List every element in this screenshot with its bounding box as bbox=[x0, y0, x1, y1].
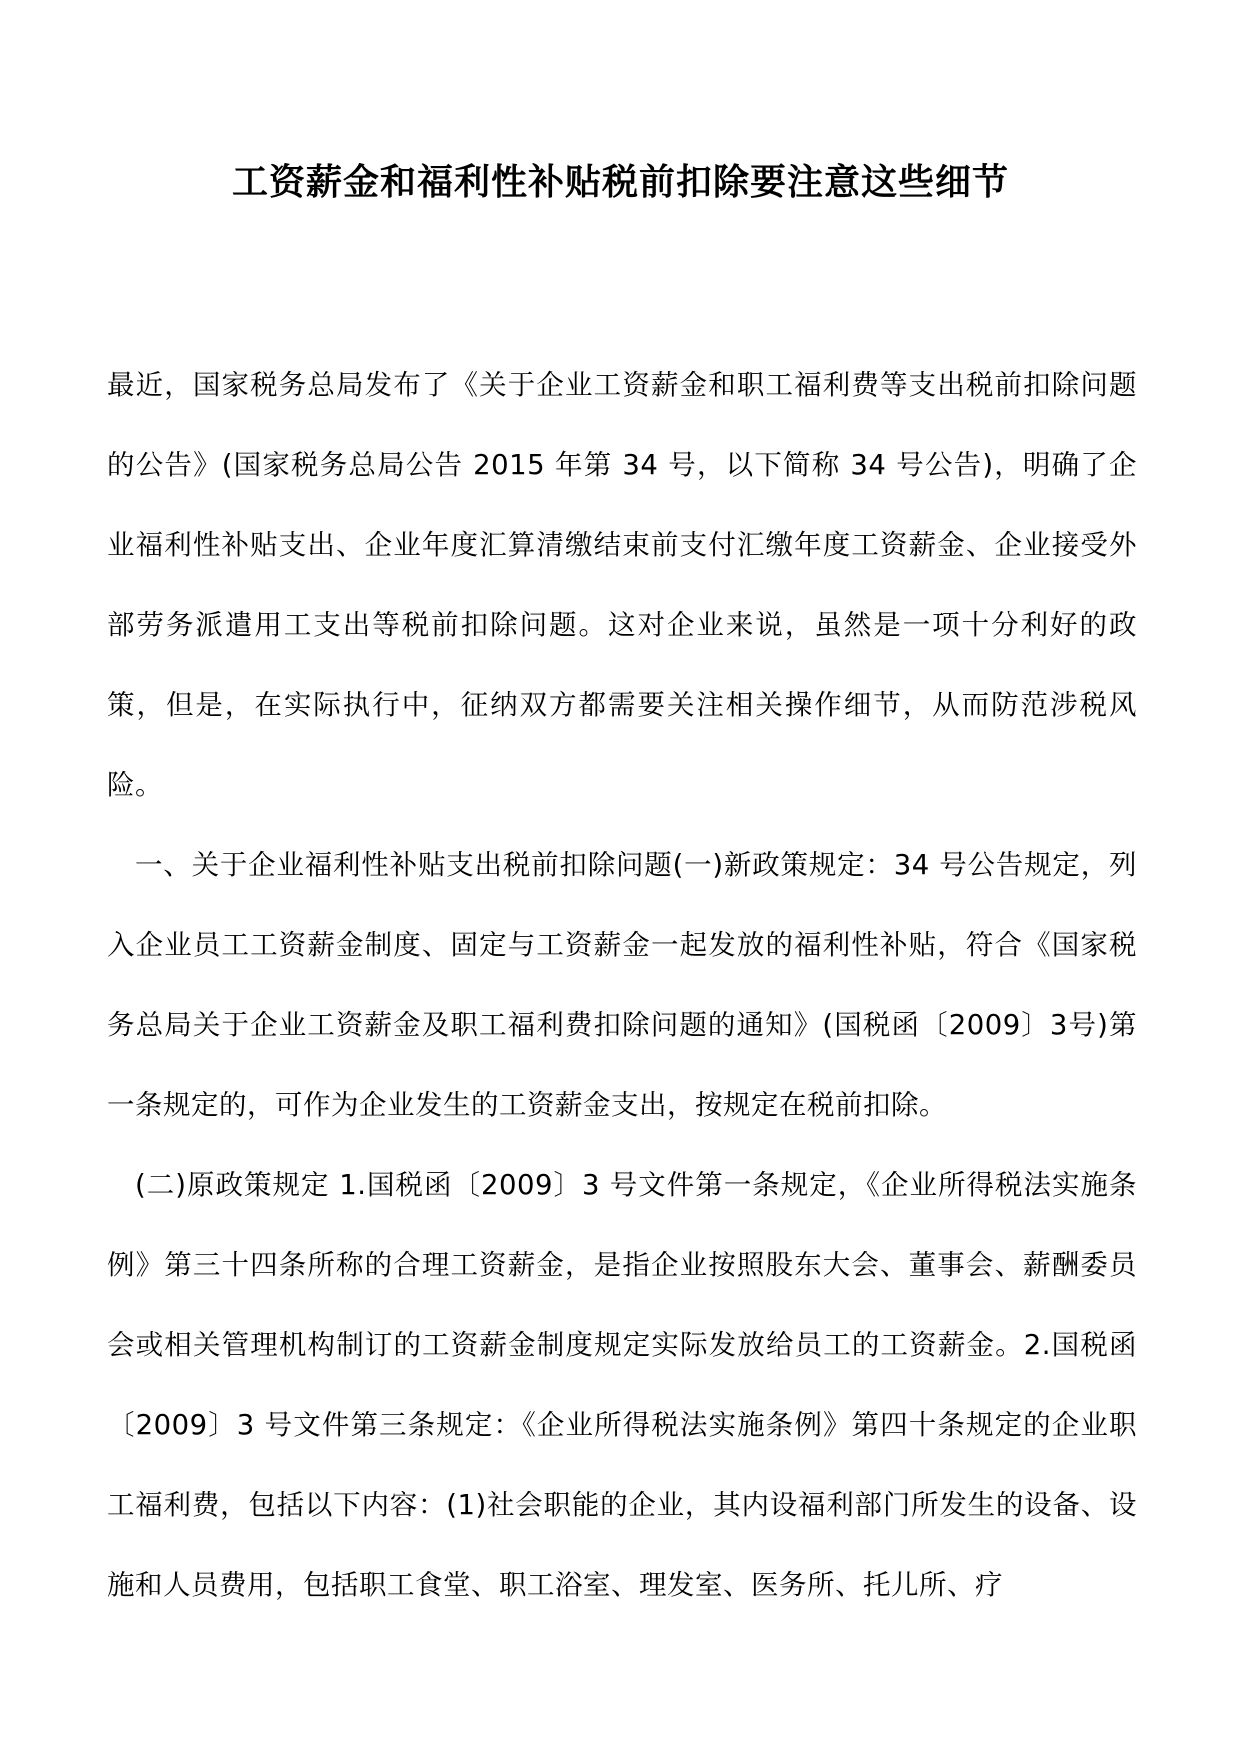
paragraph-original-policy: (二)原政策规定 1.国税函〔2009〕3 号文件第一条规定，《企业所得税法实施条例》第三十四条所称的合理工资薪金，是指企业按照股东大会、董事会、薪酬委员会或相关管理机构制订的工资薪金制度规定实际发放给员工的工资薪金。2.国税函〔2009〕3 号文件第三条规定：《企业所得税法实施条例》第四十条规定的企业职工福利费，包括以下内容：(1)社会职能的企业，其内设福利部门所发生的设备、设施和人员费用，包括职工食堂、职工浴室、理发室、医务所、托儿所、疗 bbox=[107, 1169, 1137, 1601]
paragraph-intro: 最近，国家税务总局发布了《关于企业工资薪金和职工福利费等支出税前扣除问题的公告》(国家税务总局公告 2015 年第 34 号，以下简称 34 号公告)，明确了企业福利性补贴支出、企业年度汇算清缴结束前支付汇缴年度工资薪金、企业接受外部劳务派遣用工支出等税前扣除问题。这对企业来说，虽然是一项十分利好的政策，但是，在实际执行中，征纳双方都需要关注相关操作细节，从而防范涉税风险。 bbox=[107, 369, 1137, 801]
document-title: 工资薪金和福利性补贴税前扣除要注意这些细节 bbox=[231, 161, 1009, 203]
document-body bbox=[107, 345, 1137, 1625]
paragraph-section-one: 一、关于企业福利性补贴支出税前扣除问题(一)新政策规定：34 号公告规定，列入企业员工工资薪金制度、固定与工资薪金一起发放的福利性补贴，符合《国家税务总局关于企业工资薪金及职工福利费扣除问题的通知》(国税函〔2009〕3号)第一条规定的，可作为企业发生的工资薪金支出，按规定在税前扣除。 bbox=[107, 849, 1137, 1121]
